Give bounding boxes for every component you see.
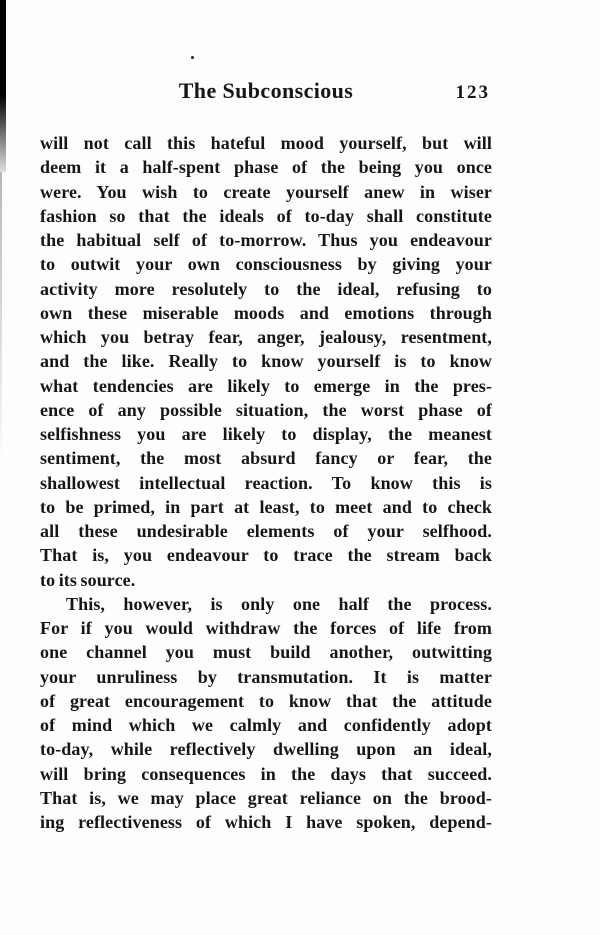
- text-line-paragraph-end: to its source.: [40, 569, 136, 590]
- text-line: deem it a half-spent phase of the being you once: [40, 157, 492, 178]
- running-head: [40, 76, 492, 108]
- text-line: and the like. Really to know yourself is to know: [40, 351, 492, 372]
- scan-edge-artifact: [0, 0, 6, 172]
- text-line: of great encouragement to know that the attitude: [40, 690, 492, 711]
- text-line: all these undesirable elements of your selfhood.: [40, 521, 492, 541]
- text-line: the habitual self of to-morrow. Thus you endeavour: [40, 230, 492, 250]
- text-line: ing reflectiveness of which I have spoken, depend-: [40, 812, 492, 832]
- text-line: For if you would withdraw the forces of life from: [40, 618, 492, 638]
- text-line: were. You wish to create yourself anew in wiser: [40, 181, 492, 202]
- ink-speck: [191, 56, 194, 59]
- scan-edge-artifact-faint: [0, 172, 2, 452]
- text-line: fashion so that the ideals of to-day shall constitute: [40, 205, 492, 226]
- page-number: 123: [455, 82, 490, 103]
- text-line: will bring consequences in the days that succeed.: [40, 763, 492, 784]
- body-text: [40, 131, 492, 834]
- text-line: sentiment, the most absurd fancy or fear, the: [40, 448, 492, 469]
- text-line: That is, you endeavour to trace the stream back: [40, 545, 492, 566]
- text-line: selfishness you are likely to display, the meanest: [40, 424, 492, 444]
- text-line: shallowest intellectual reaction. To know this is: [40, 472, 492, 493]
- text-line: to outwit your own consciousness by giving your: [40, 254, 492, 275]
- text-line: which you betray fear, anger, jealousy, resentment,: [40, 327, 492, 347]
- text-line: ence of any possible situation, the worst phase of: [40, 399, 492, 420]
- text-line: to-day, while reflectively dwelling upon an ideal,: [40, 739, 492, 760]
- page-title: The Subconscious: [178, 78, 354, 103]
- text-line: what tendencies are likely to emerge in the pres-: [40, 375, 492, 396]
- text-line: your unruliness by transmutation. It is matter: [40, 666, 492, 687]
- text-line-paragraph-start: This, however, is only one half the process.: [66, 593, 492, 614]
- text-line: of mind which we calmly and confidently adopt: [40, 715, 492, 735]
- text-line: to be primed, in part at least, to meet and to check: [40, 496, 492, 517]
- text-line: one channel you must build another, outwitting: [40, 642, 492, 663]
- text-line: will not call this hateful mood yourself, but will: [40, 133, 492, 153]
- text-line: activity more resolutely to the ideal, refusing to: [40, 278, 492, 299]
- text-line: own these miserable moods and emotions through: [40, 302, 492, 323]
- text-line: That is, we may place great reliance on the brood-: [40, 787, 492, 808]
